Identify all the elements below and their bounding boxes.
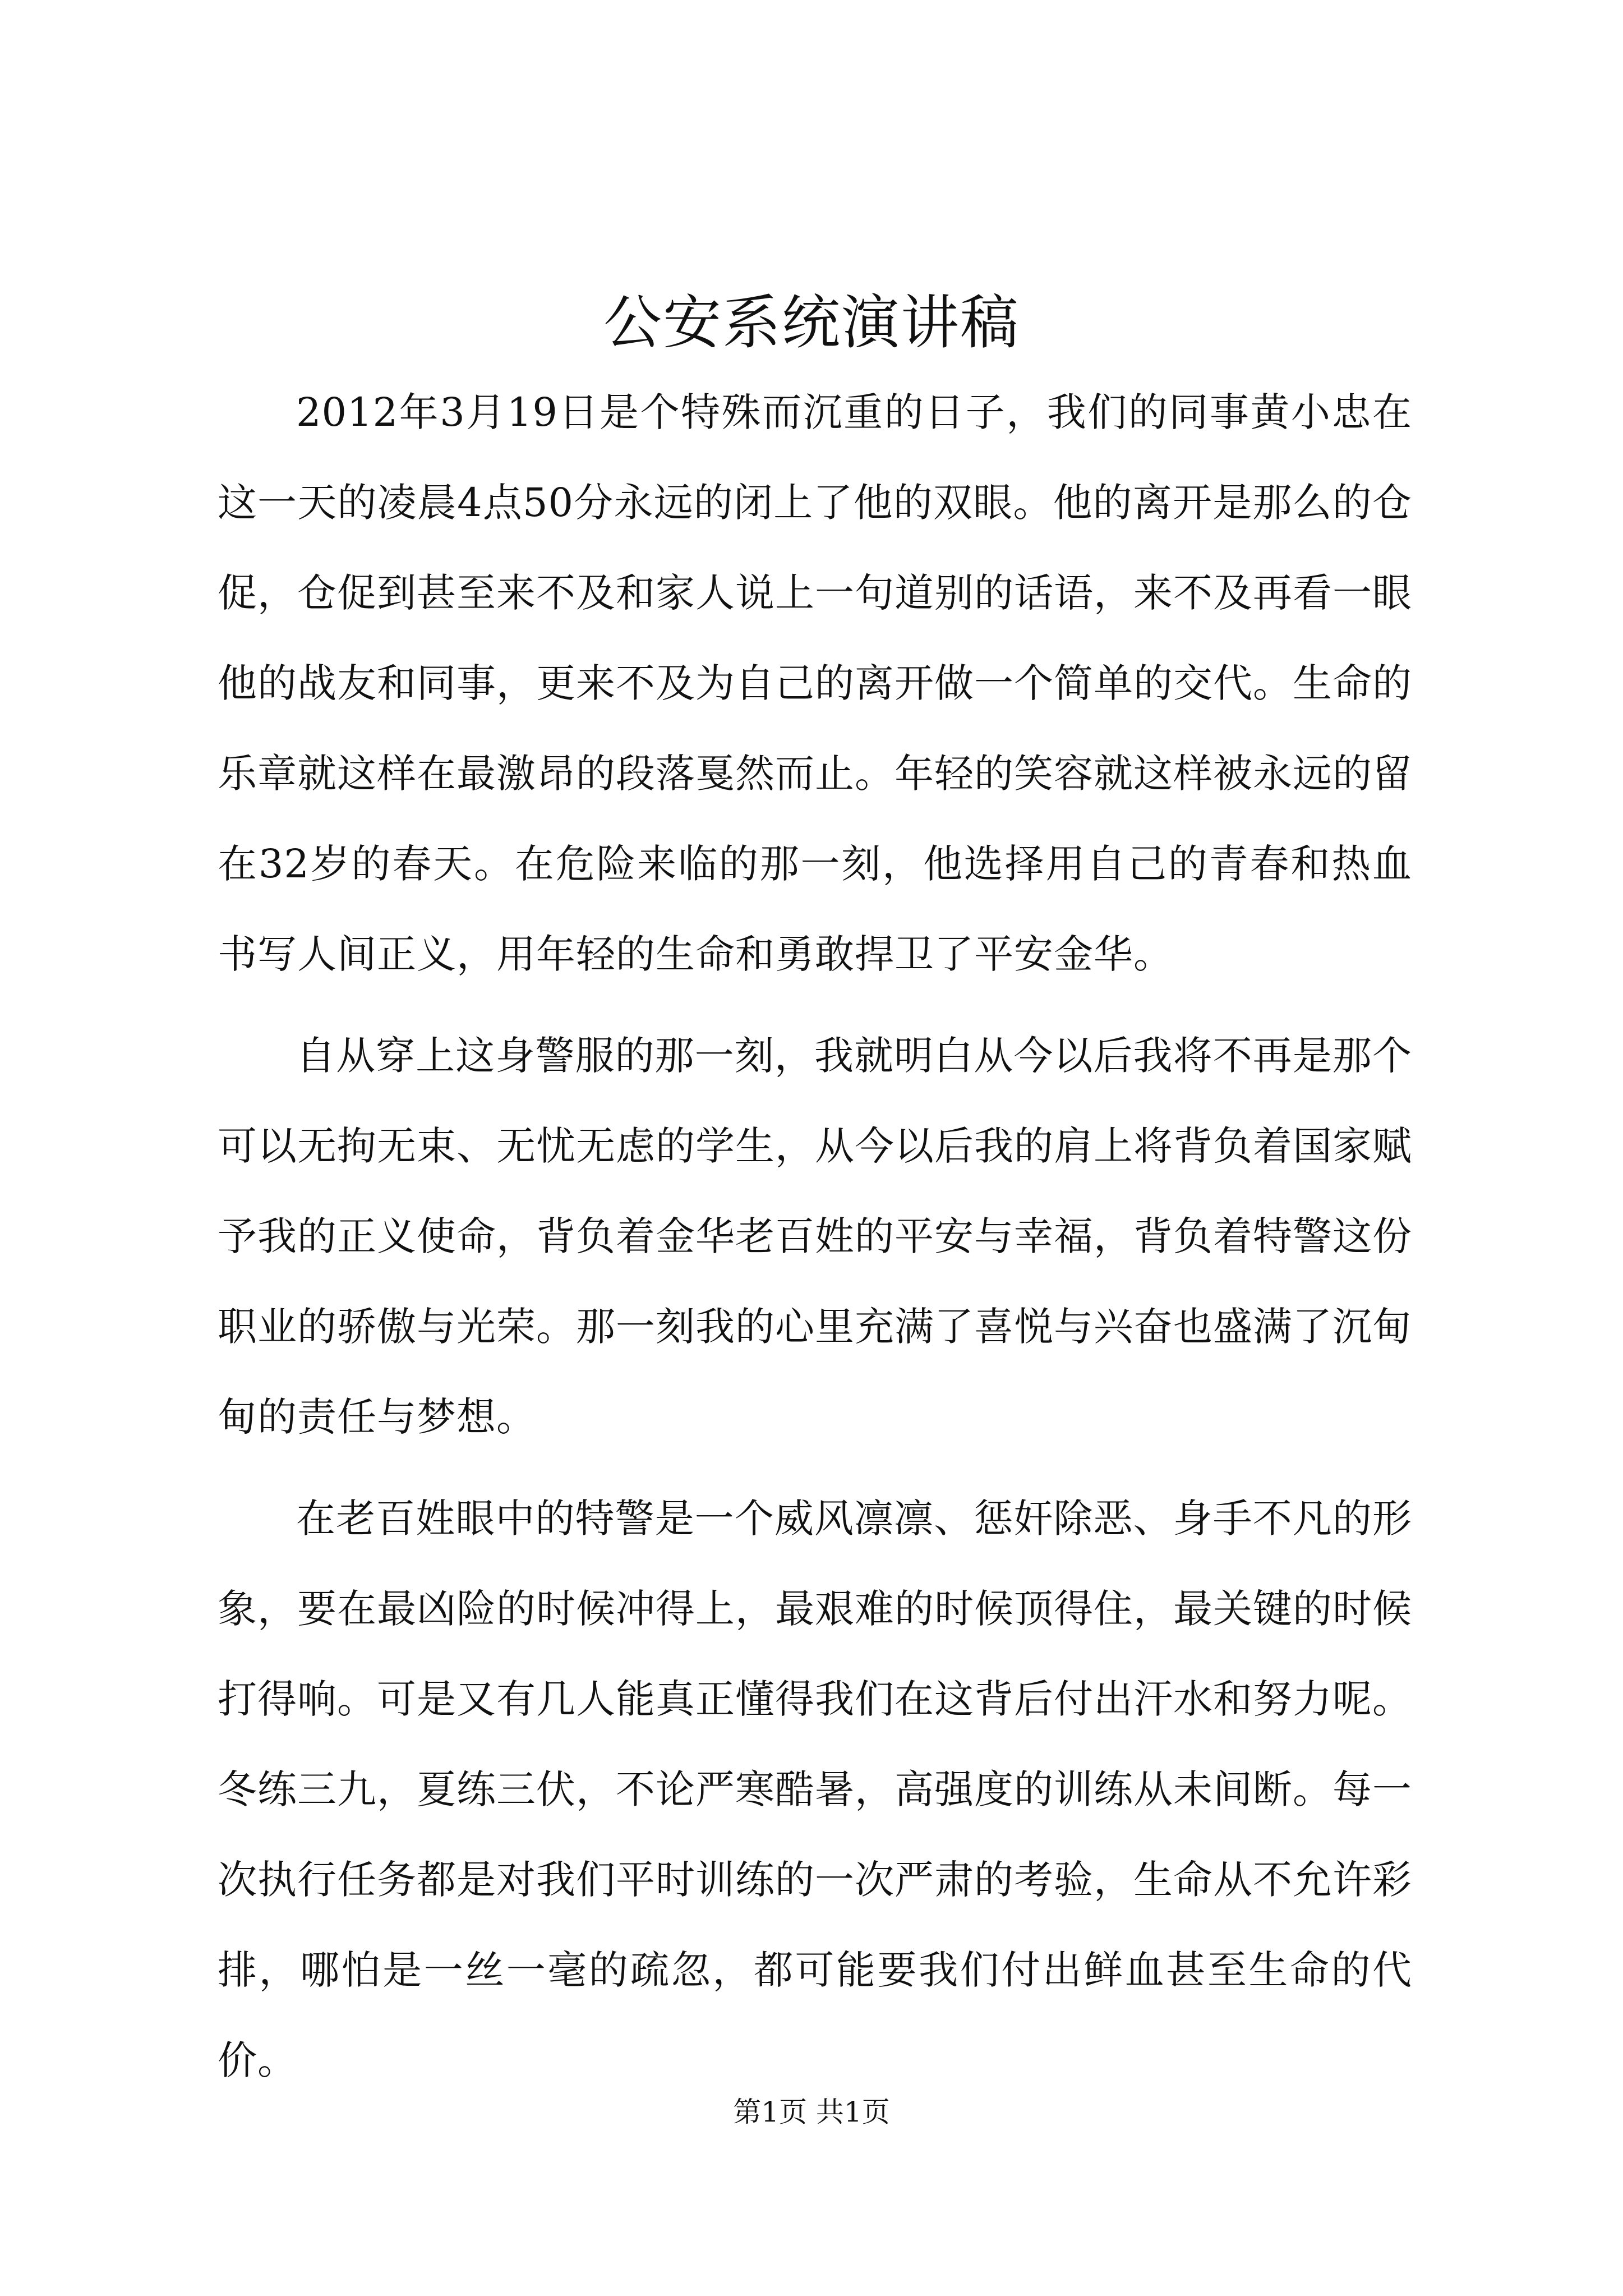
paragraph-gap: [218, 1000, 1412, 1011]
page-number-footer: 第1页 共1页: [733, 2096, 890, 2128]
paragraph-2: 自从穿上这身警服的那一刻，我就明白从今以后我将不再是那个可以无拘无束、无忧无虑的学生，从今以后我的肩上将背负着国家赋予我的正义使命，背负着金华老百姓的平安与幸福，背负着特警这份职业的骄傲与光荣。那一刻我的心里充满了喜悦与兴奋也盛满了沉甸甸的责任与梦想。: [218, 1033, 1412, 1440]
document-body: [218, 367, 1412, 2106]
document-title: 公安系统演讲稿: [603, 288, 1020, 357]
paragraph-gap: [218, 1462, 1412, 1474]
paragraph-3: 在老百姓眼中的特警是一个威风凛凛、惩奸除恶、身手不凡的形象，要在最凶险的时候冲得上，最艰难的时候顶得住，最关键的时候打得响。可是又有几人能真正懂得我们在这背后付出汗水和努力呢。冬练三九，夏练三伏，不论严寒酷暑，高强度的训练从未间断。每一次执行任务都是对我们平时训练的一次严肃的考验，生命从不允许彩排，哪怕是一丝一毫的疏忽，都可能要我们付出鲜血甚至生命的代价。: [218, 1496, 1412, 2083]
paragraph-1: 2012年3月19日是个特殊而沉重的日子，我们的同事黄小忠在这一天的凌晨4点50分永远的闭上了他的双眼。他的离开是那么的仓促，仓促到甚至来不及和家人说上一句道别的话语，来不及再看一眼他的战友和同事，更来不及为自己的离开做一个简单的交代。生命的乐章就这样在最激昂的段落戛然而止。年轻的笑容就这样被永远的留在32岁的春天。在危险来临的那一刻，他选择用自己的青春和热血书写人间正义，用年轻的生命和勇敢捍卫了平安金华。: [218, 389, 1412, 977]
